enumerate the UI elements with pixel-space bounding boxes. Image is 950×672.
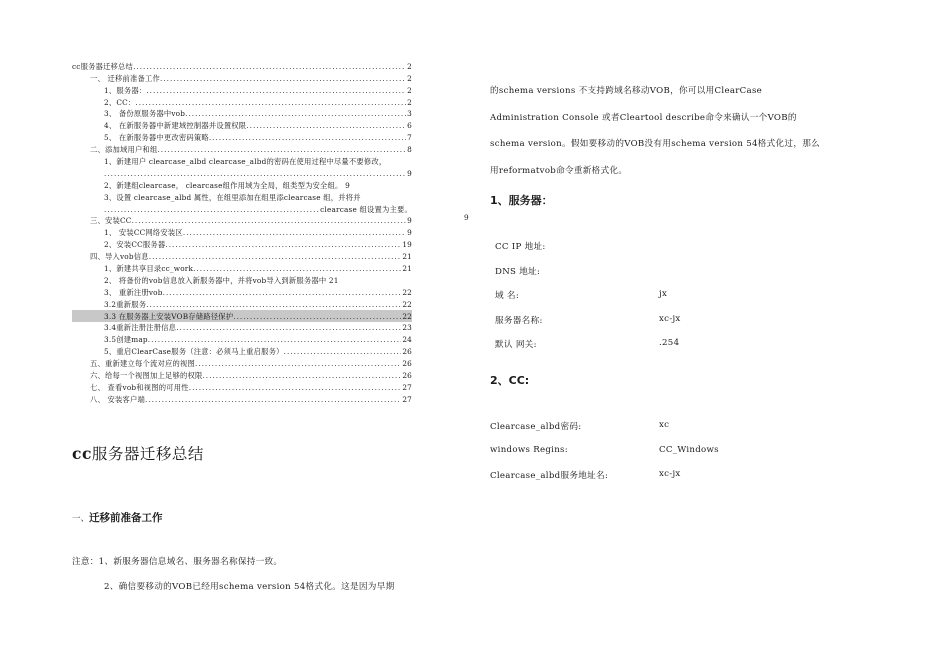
toc-entry[interactable]: 1、新建用户 clearcase_albd clearcase_albd的密码在使用过程中尽量不要修改， (104, 157, 387, 167)
body-paragraph (490, 78, 890, 184)
document-title: cc服务器迁移总结 (72, 444, 204, 463)
toc-entry[interactable]: cc服务器迁移总结 ..... 2 (72, 60, 412, 72)
note-line: 注意：1、新服务器信息域名、服务器名称保持一致。 (72, 557, 283, 567)
section-heading: 一、迁移前准备工作 (72, 512, 163, 524)
toc-entry[interactable]: 四、导入vob信息 ..... 21 (72, 250, 412, 262)
toc-entry[interactable]: 2、 将备份的vob信息放入新服务器中，并将vob导入到新服务器中 21 (104, 275, 339, 285)
toc-entry[interactable]: 二、添加域用户和组 ..... 8 (72, 143, 412, 155)
toc-entry[interactable]: 八、 安装客户端 ..... 27 (72, 393, 412, 405)
field-value: .254 (659, 338, 680, 348)
toc-entry-highlighted[interactable]: 3.3 在服务器上安装VOB存储路径保护 ..... 22 (72, 310, 412, 322)
field-label: 服务器名称: (495, 316, 543, 326)
table-of-contents (72, 60, 412, 405)
paragraph-line: schema version。假如要移动的VOB没有用schema version 54格式化过，那么 (490, 139, 821, 149)
toc-entry[interactable]: 3、 重新注册vob ..... 22 (72, 286, 412, 298)
note-line-2: 2、确信要移动的VOB已经用schema version 54格式化。这是因为早期 (104, 582, 395, 592)
field-label: DNS 地址: (495, 267, 541, 277)
toc-entry[interactable]: 2、CC： ..... 2 (72, 96, 412, 108)
toc-entry[interactable]: 1、 安装CC网络安装区 ..... 9 (72, 226, 412, 238)
field-value: xc (659, 420, 670, 430)
field-label: Clearcase_albd密码: (490, 422, 582, 432)
field-label: Clearcase_albd服务地址名: (490, 471, 609, 481)
field-label: CC IP 地址: (495, 242, 546, 252)
toc-entry[interactable]: 七、 查看vob和视图的可用性 ..... 27 (72, 381, 412, 393)
field-value: jx (659, 289, 668, 299)
paragraph-line: Administration Console 或者Cleartool describe命令来确认一个VOB的 (490, 112, 797, 123)
field-value: CC_Windows (659, 445, 719, 455)
toc-entry[interactable]: 3.2重新服务 ..... 22 (72, 298, 412, 310)
toc-entry[interactable]: 5、重启ClearCase服务（注意：必须马上重启服务） ..... 26 (72, 345, 412, 357)
toc-entry[interactable]: 六、给每一个视图加上足够的权限 ..... 26 (72, 369, 412, 381)
toc-entry[interactable]: 3.5创建map ..... 24 (72, 333, 412, 345)
toc-entry[interactable]: 五、重新建立每个流对应的视图 ..... 26 (72, 357, 412, 369)
toc-entry[interactable]: 1、服务器： ..... 2 (72, 84, 412, 96)
toc-entry[interactable]: 5、 在新服务器中更改密码策略 ..... 7 (72, 131, 412, 143)
toc-entry[interactable]: 2、安装CC服务器 ..... 19 (72, 238, 412, 250)
field-label: windows Regins: (490, 445, 568, 455)
paragraph-line: 的schema versions 不支持跨域名移动VOB，你可以用ClearCase (490, 86, 763, 96)
toc-page-number: 9 (464, 213, 469, 222)
toc-entry[interactable]: ..... 9 (72, 167, 412, 179)
toc-entry[interactable]: 3、设置 clearcase_albd 属性，在组里添加在组里添clearcase 组，并将并 (104, 192, 361, 202)
toc-entry[interactable]: 4、 在新服务器中新建域控制器并设置权限 ..... 6 (72, 119, 412, 131)
toc-entry[interactable]: 3.4重新注册注册信息 ..... 23 (72, 322, 412, 334)
field-value: xc-jx (659, 469, 681, 479)
paragraph-line: 用reformatvob命令重新格式化。 (490, 165, 628, 176)
field-label: 默认 网关: (495, 340, 537, 350)
toc-entry[interactable]: 3、 备份原服务器中vob ..... 3 (72, 108, 412, 120)
field-label: 域 名: (495, 291, 520, 301)
field-value: xc-jx (659, 314, 681, 324)
server-heading: 1、服务器： (490, 194, 553, 207)
toc-entry[interactable]: 1、新建共享目录cc_work ..... 21 (72, 262, 412, 274)
toc-entry[interactable]: 一、 迁移前准备工作 ..... 2 (72, 72, 412, 84)
toc-entry[interactable]: ..... clearcase 组设置为主要。 (72, 203, 412, 215)
toc-entry[interactable]: 2、新建组clearcase， clearcase组作用域为全局，组类型为安全组。 9 (104, 180, 350, 190)
toc-entry[interactable]: 三、安装CC ..... 9 (72, 215, 412, 227)
cc-heading: 2、CC: (490, 374, 530, 387)
